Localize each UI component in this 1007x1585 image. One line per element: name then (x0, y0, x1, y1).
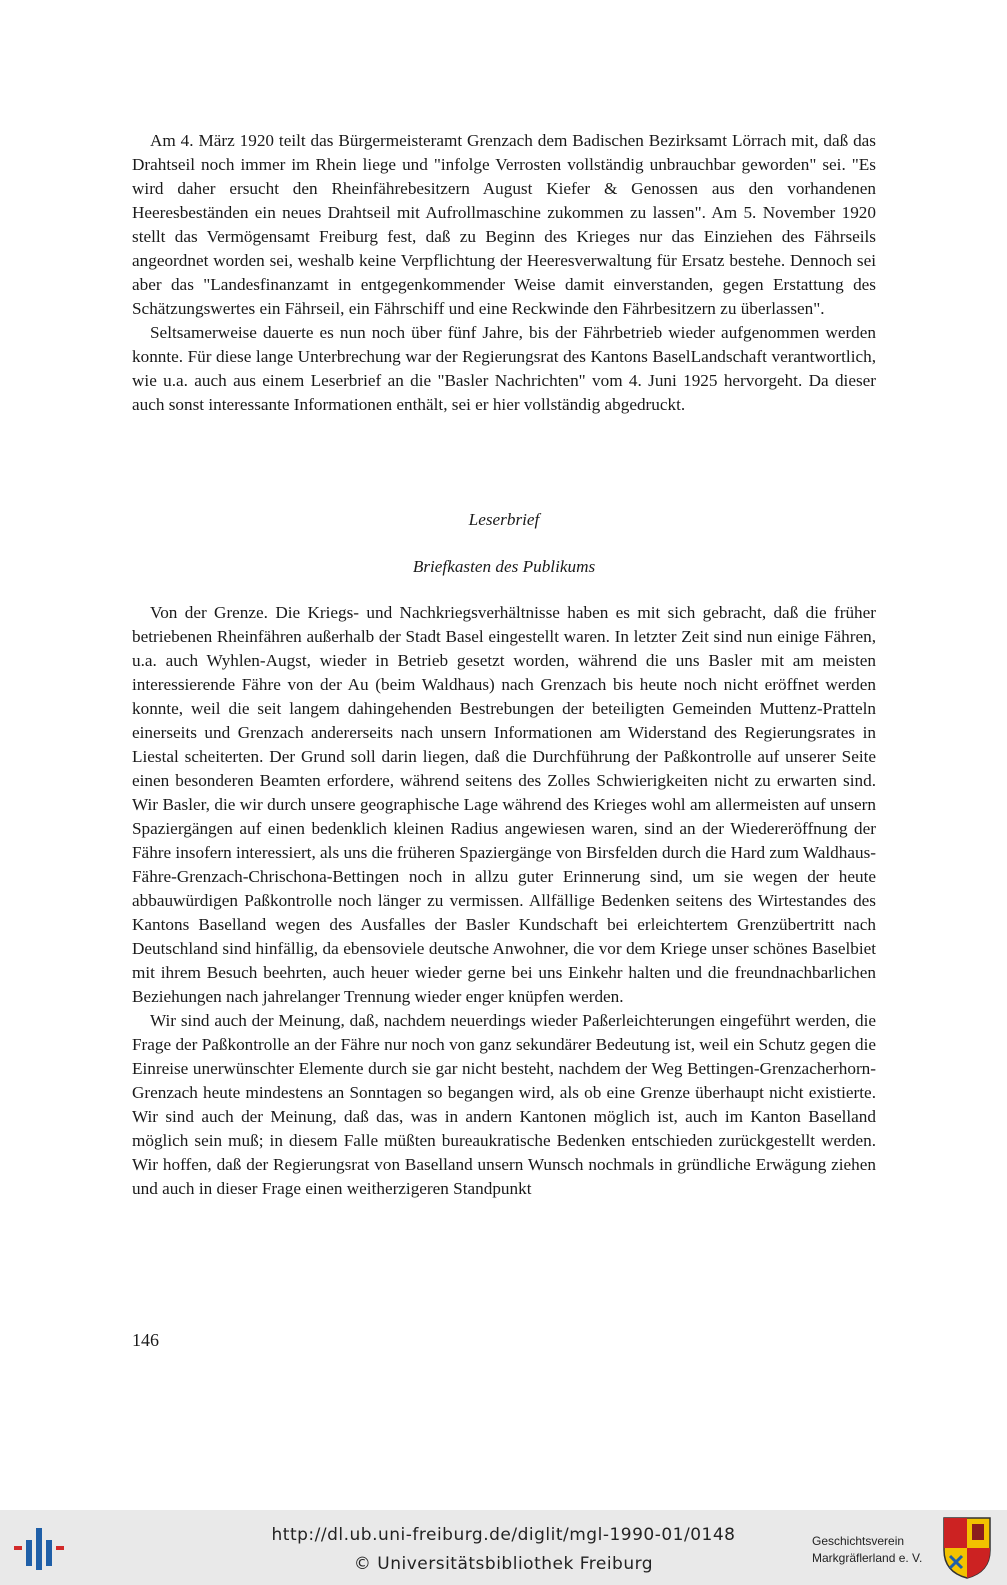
page-number: 146 (132, 1330, 159, 1350)
letter-text (132, 601, 876, 1201)
paragraph-2: Seltsamerweise dauerte es nun noch über fünf Jahre, bis der Fährbetrieb wieder aufgenommen werden konnte. Für diese lange Unterbrechung war der Regierungsrat des Kantons BaselLandschaft verantwortlich, wie u.a. auch aus einem Leserbrief an die "Basler Nachrichten" vom 4. Juni 1925 hervorgeht. Da dieser auch sonst interessante Informationen enthält, sei er hier vollständig abgedruckt. (132, 323, 876, 414)
footer-org-line-1: Geschichtsverein (812, 1534, 905, 1548)
body-text-intro (132, 129, 876, 417)
footer-org-line-2: Markgräflerland e. V. (812, 1551, 923, 1565)
footer-organization (812, 1533, 942, 1567)
section-heading-leserbrief: Leserbrief (468, 510, 540, 529)
footer-url-link[interactable]: http://dl.ub.uni-freiburg.de/diglit/mgl-1990-01/0148 (271, 1525, 736, 1545)
paragraph-1: Am 4. März 1920 teilt das Bürgermeisteramt Grenzach dem Badischen Bezirksamt Lörrach mit, daß das Drahtseil noch immer im Rhein liege und "infolge Verrosten vollständig unbrauchbar geworden" sei. "Es wird daher ersucht den Rheinfährebesitzern August Kiefer & Genossen aus den vorhandenen Heeresbeständen ein neues Drahtseil mit Aufrollmaschine zukommen zu lassen". Am 5. November 1920 stellt das Vermögensamt Freiburg fest, daß zu Beginn des Krieges nur das Einziehen des Fährseils angeordnet worden sei, weshalb keine Verpflichtung der Heeresverwaltung für Ersatz bestehe. Dennoch sei aber das "Landesfinanzamt in entgegenkommender Weise damit einverstanden, gegen Erstattung des Schätzungswertes ein Fährseil, ein Fährschiff und eine Reckwinde den Fährbesitzern zu überlassen". (132, 131, 876, 318)
footer-bar (0, 1510, 1007, 1585)
letter-paragraph-2: Wir sind auch der Meinung, daß, nachdem neuerdings wieder Paßerleichterungen eingeführt werden, die Frage der Paßkontrolle an der Fähre nur noch von ganz sekundärer Bedeutung ist, weil ein Schutz gegen die Einreise unerwünschter Elemente durch sie gar nicht besteht, nachdem der Weg Bettingen-Grenzacherhorn-Grenzach heute mindestens an Sonntagen so begangen wird, als ob eine Grenze überhaupt nicht existierte. Wir sind auch der Meinung, daß das, was in andern Kantonen möglich ist, auch im Kanton Baselland möglich sein muß; in diesem Falle müßten bureaukratische Bedenken entschieden zurückgestellt werden. Wir hoffen, daß der Regierungsrat von Baselland unsern Wunsch nochmals in gründliche Erwägung ziehen und auch in dieser Frage einen weitherzigeren Standpunkt (132, 1011, 876, 1198)
coat-of-arms-icon (942, 1516, 992, 1580)
footer-copyright: © Universitätsbibliothek Freiburg (353, 1554, 654, 1574)
section-subheading-briefkasten: Briefkasten des Publikums (412, 557, 596, 576)
letter-paragraph-1: Von der Grenze. Die Kriegs- und Nachkriegsverhältnisse haben es mit sich gebracht, daß die früher betriebenen Rheinfähren außerhalb der Stadt Basel eingestellt waren. In letzter Zeit sind nun einige Fähren, u.a. auch Wyhlen-Augst, wieder in Betrieb gesetzt worden, während die uns Basler mit am meisten interessierende Fähre von der Au (beim Waldhaus) nach Grenzach bis heute noch nicht eröffnet werden konnte, weil die seit langem dahingehenden Bestrebungen der beteiligten Gemeinden Muttenz-Pratteln einerseits und Grenzach andererseits nach unsern Informationen am Widerstand des Regierungsrates in Liestal scheiterten. Der Grund soll darin liegen, daß die Durchführung der Paßkontrolle auf unserer Seite einen besonderen Beamten erfordere, während seitens des Zolles Schwierigkeiten nicht zu erwarten sind. Wir Basler, die wir durch unsere geographische Lage während des Krieges wohl am allermeisten auf unsern Spaziergängen auf einen bedenklich kleinen Radius angewiesen waren, sind an der Wiedereröffnung der Fähre insofern interessiert, als uns die früheren Spaziergänge von Birsfelden durch die Hard zum Waldhaus-Fähre-Grenzach-Chrischona-Bettingen noch in allzu guter Erinnerung sind, um sie wegen der heute abbauwürdigen Paßkontrolle noch länger zu vermissen. Allfällige Bedenken seitens des Wirtestandes des Kantons Baselland wegen des Ausfalles der Basler Kundschaft bei erleichtertem Grenzübertritt nach Deutschland sind hinfällig, da ebensoviele deutsche Anwohner, die vor dem Kriege unser schönes Baselbiet mit ihrem Besuch beehrten, auch heuer wieder gerne bei uns Einkehr halten und die freundnachbarlichen Beziehungen nach jahrelanger Trennung wieder enger knüpfen werden. (132, 603, 876, 1006)
